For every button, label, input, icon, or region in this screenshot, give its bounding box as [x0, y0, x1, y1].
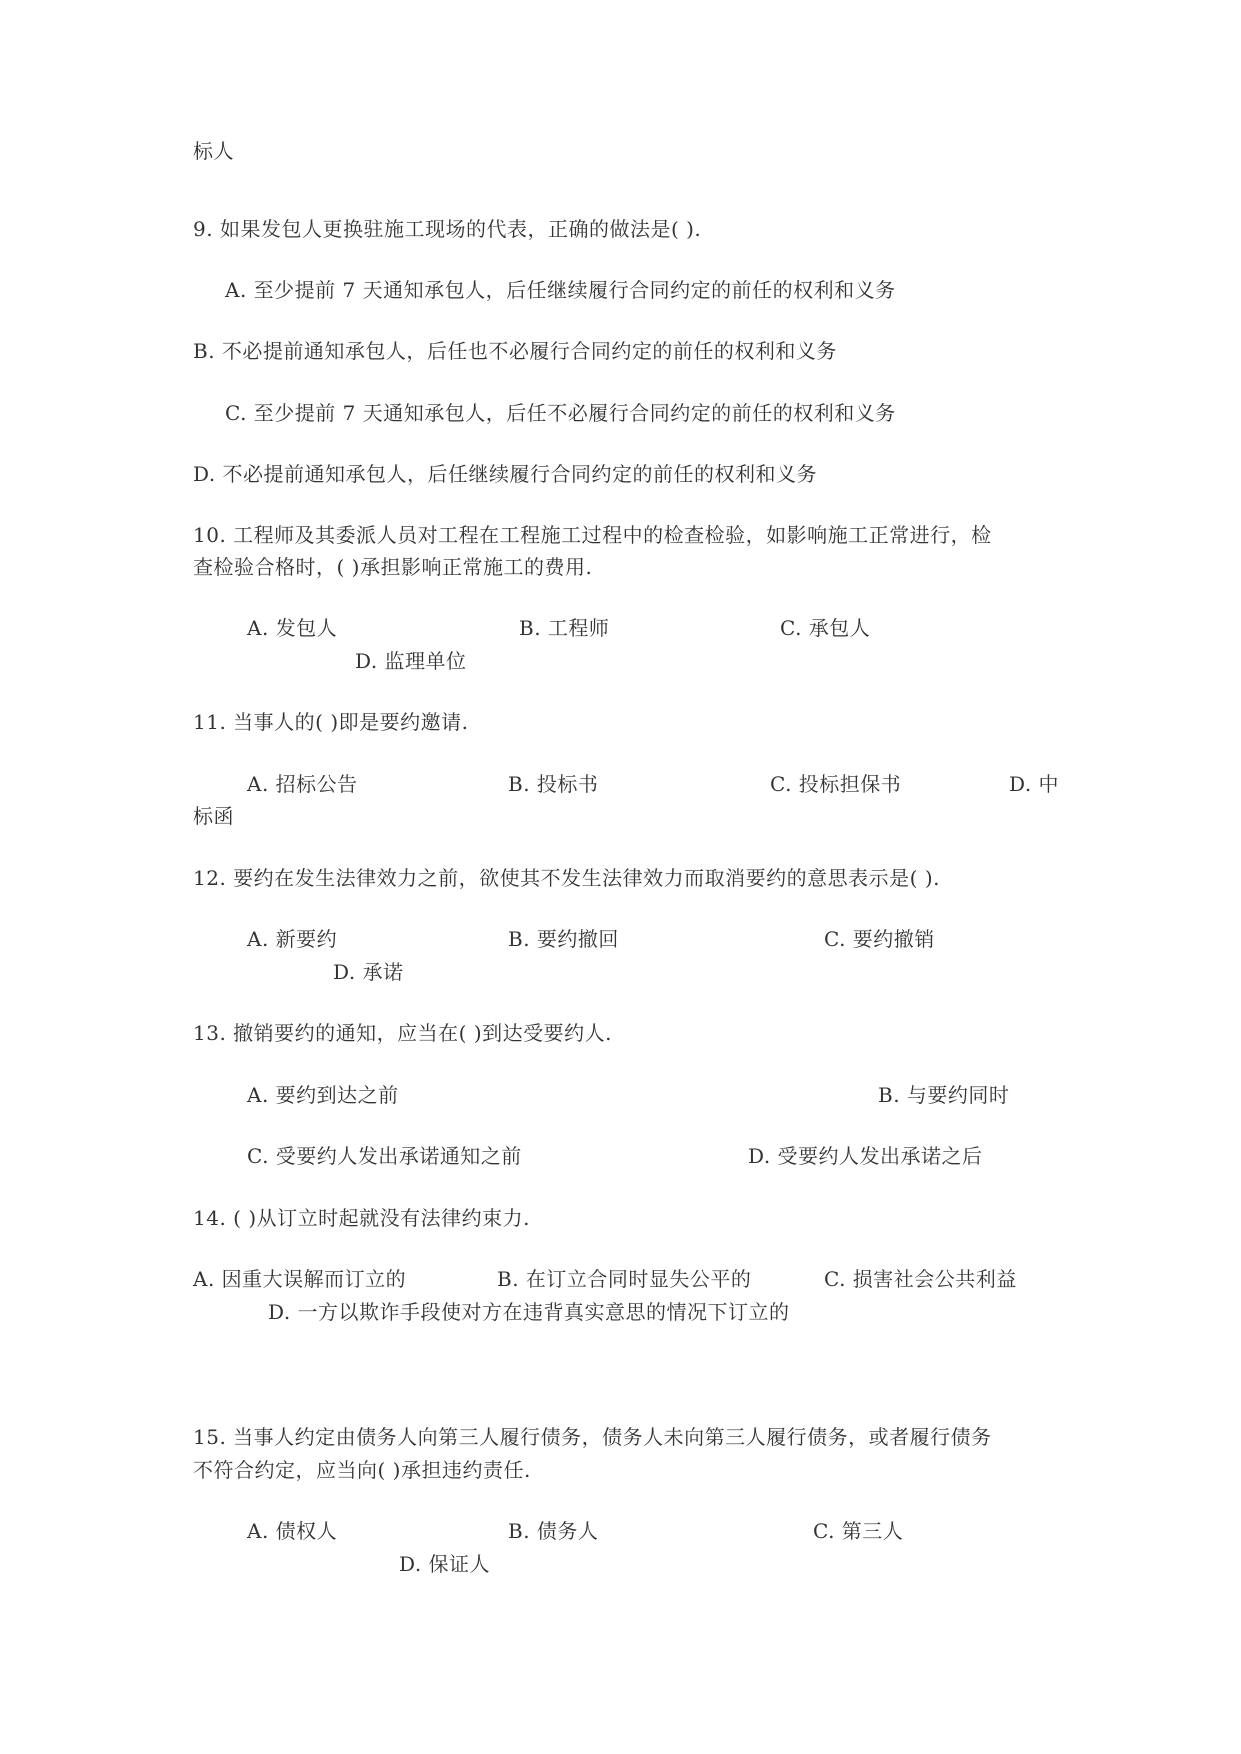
- question-14-option-a: A. 因重大误解而订立的: [193, 1267, 407, 1291]
- question-10-stem-line-2: 查检验合格时，( )承担影响正常施工的费用.: [193, 555, 593, 579]
- question-11-stem: 11. 当事人的( )即是要约邀请.: [193, 710, 469, 734]
- question-14-option-c: C. 损害社会公共利益: [824, 1267, 1017, 1291]
- question-12-stem: 12. 要约在发生法律效力之前，欲使其不发生法律效力而取消要约的意思表示是( ).: [193, 866, 940, 890]
- question-11-option-d: D. 中: [1009, 772, 1060, 796]
- question-11-option-a: A. 招标公告: [247, 772, 358, 796]
- question-12-option-c: C. 要约撤销: [824, 927, 935, 951]
- question-10-option-a: A. 发包人: [247, 616, 338, 640]
- question-14-stem: 14. ( )从订立时起就没有法律约束力.: [193, 1206, 530, 1230]
- question-12-option-b: B. 要约撤回: [508, 927, 619, 951]
- question-10-option-d: D. 监理单位: [355, 649, 467, 673]
- question-15-option-a: A. 债权人: [247, 1519, 338, 1543]
- question-15-option-c: C. 第三人: [813, 1519, 904, 1543]
- question-9-option-c: C. 至少提前 7 天通知承包人，后任不必履行合同约定的前任的权利和义务: [225, 401, 896, 425]
- question-15-stem-line-2: 不符合约定，应当向( )承担违约责任.: [193, 1458, 531, 1482]
- question-14-option-b: B. 在订立合同时显失公平的: [497, 1267, 752, 1291]
- question-9-option-a: A. 至少提前 7 天通知承包人，后任继续履行合同约定的前任的权利和义务: [225, 278, 896, 302]
- question-13-option-b: B. 与要约同时: [878, 1083, 1010, 1107]
- question-10-stem-line-1: 10. 工程师及其委派人员对工程在工程施工过程中的检查检验，如影响施工正常进行，检: [193, 523, 992, 547]
- question-13-stem: 13. 撤销要约的通知，应当在( )到达受要约人.: [193, 1021, 612, 1045]
- question-15-stem-line-1: 15. 当事人约定由债务人向第三人履行债务，债务人未向第三人履行债务，或者履行债务: [193, 1425, 992, 1449]
- question-9-option-b: B. 不必提前通知承包人，后任也不必履行合同约定的前任的权利和义务: [193, 339, 837, 363]
- question-10-option-c: C. 承包人: [780, 616, 871, 640]
- question-11-option-d-continued: 标函: [193, 804, 234, 828]
- question-11-option-c: C. 投标担保书: [770, 772, 902, 796]
- question-12-option-a: A. 新要约: [247, 927, 338, 951]
- question-14-option-d: D. 一方以欺诈手段使对方在违背真实意思的情况下订立的: [268, 1300, 790, 1324]
- question-10-option-b: B. 工程师: [519, 616, 610, 640]
- question-9-stem: 9. 如果发包人更换驻施工现场的代表，正确的做法是( ).: [193, 217, 702, 241]
- question-9-option-d: D. 不必提前通知承包人，后任继续履行合同约定的前任的权利和义务: [193, 462, 818, 486]
- question-13-option-d: D. 受要约人发出承诺之后: [748, 1144, 983, 1168]
- question-15-option-d: D. 保证人: [399, 1552, 491, 1576]
- carryover-text: 标人: [193, 139, 234, 163]
- question-12-option-d: D. 承诺: [333, 960, 404, 984]
- question-15-option-b: B. 债务人: [508, 1519, 599, 1543]
- question-13-option-c: C. 受要约人发出承诺通知之前: [247, 1144, 522, 1168]
- question-13-option-a: A. 要约到达之前: [247, 1083, 399, 1107]
- question-11-option-b: B. 投标书: [508, 772, 599, 796]
